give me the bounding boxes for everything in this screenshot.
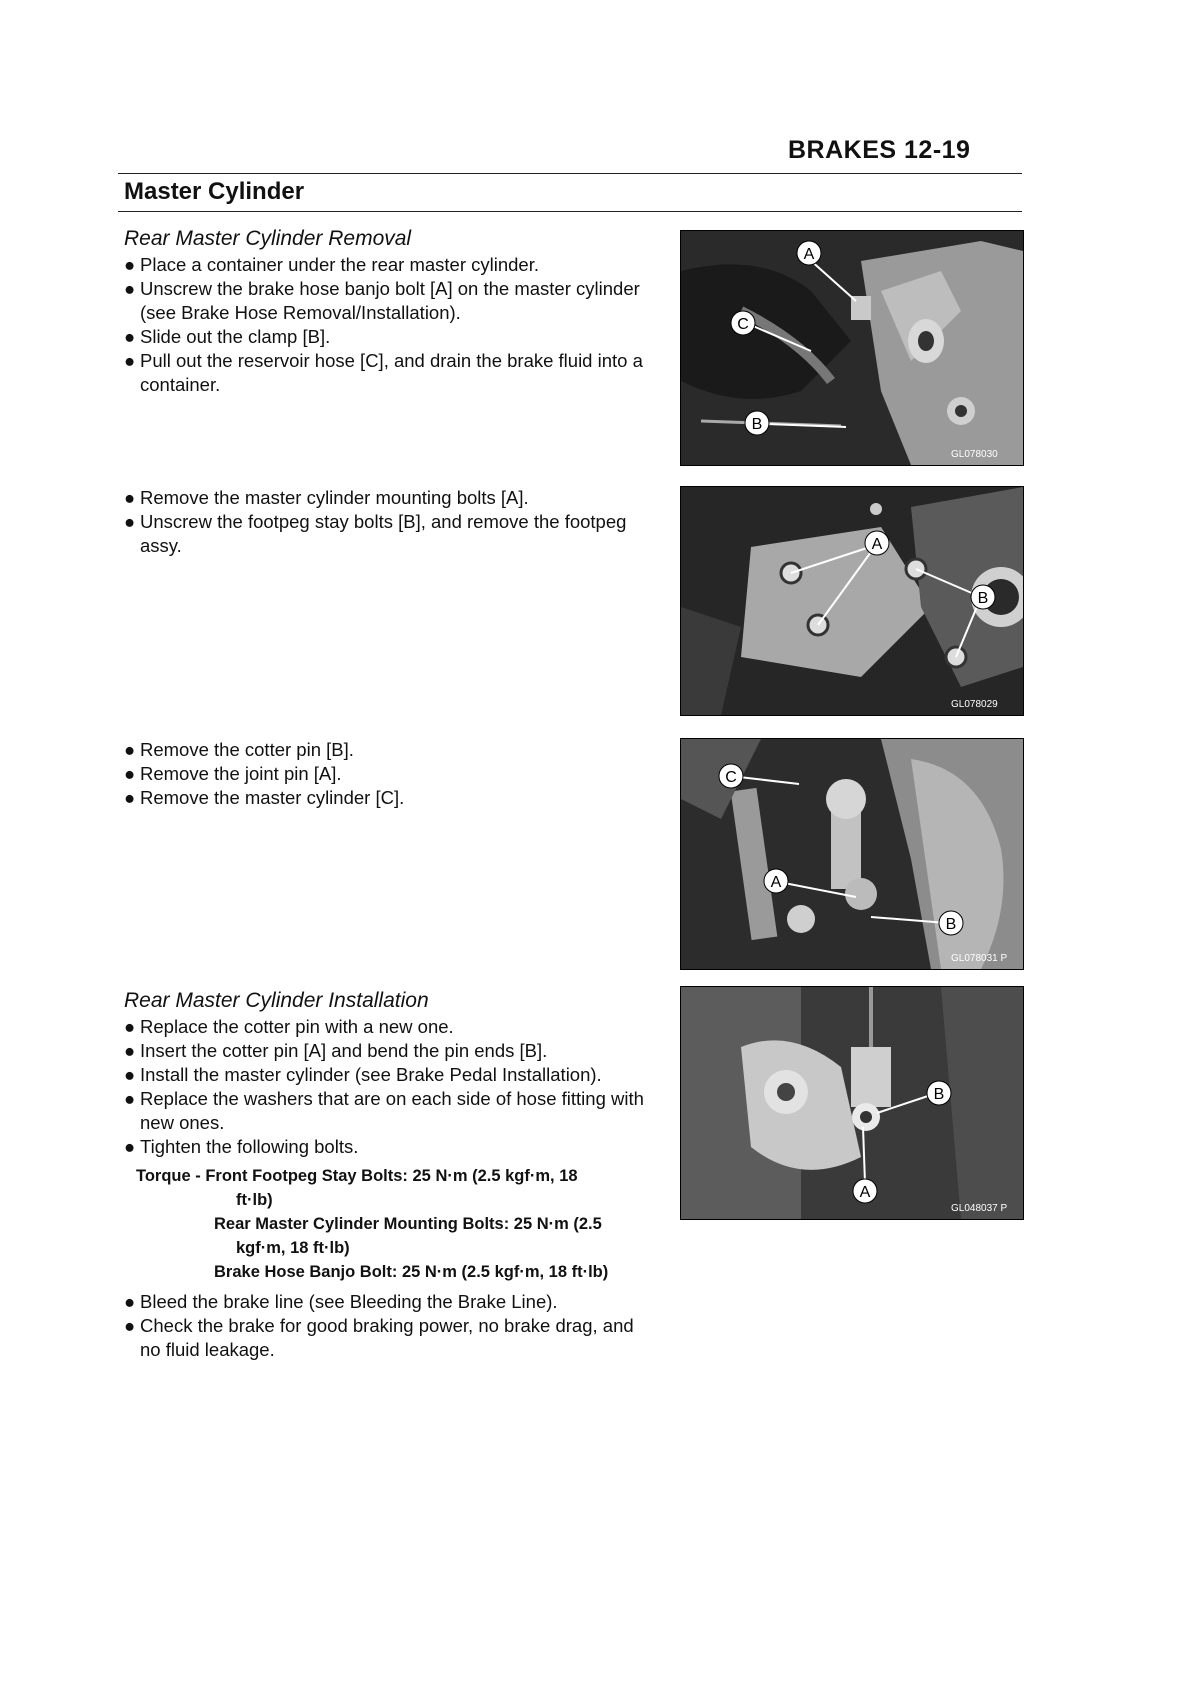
- bullet-icon: ●: [124, 763, 136, 784]
- list-item: ● Unscrew the footpeg stay bolts [B], and remove the footpeg assy.: [124, 511, 627, 556]
- list-item: ● Remove the cotter pin [B].: [124, 739, 354, 760]
- callout-a: [865, 531, 889, 555]
- callout-b: [745, 411, 769, 435]
- bullet-icon: ●: [124, 739, 136, 760]
- bullet-icon: ●: [124, 487, 136, 508]
- svg-text:B: B: [751, 416, 763, 433]
- list-item: ● Unscrew the brake hose banjo bolt [A] on the master cylinder (see Brake Hose Removal/Installation).: [124, 278, 640, 323]
- list-item: ● Remove the master cylinder [C].: [124, 787, 405, 808]
- callout-c: [731, 311, 755, 335]
- svg-text:A: A: [871, 536, 883, 553]
- svg-text:A: A: [859, 1184, 871, 1201]
- bullet-icon: ●: [124, 1064, 136, 1085]
- torque-line: kgf·m, 18 ft·lb): [236, 1239, 350, 1257]
- removal-block-1: [124, 226, 654, 397]
- svg-text:C: C: [725, 769, 737, 786]
- figure-code: GL078030: [951, 449, 998, 460]
- bullet-icon: ●: [124, 511, 136, 532]
- svg-text:B: B: [945, 916, 957, 933]
- list-item: ● Remove the master cylinder mounting bolts [A].: [124, 487, 529, 508]
- bullet-icon: ●: [124, 278, 136, 299]
- bullet-icon: ●: [124, 787, 136, 808]
- list-item: ● Replace the cotter pin with a new one.: [124, 1016, 454, 1037]
- callout-a: [764, 869, 788, 893]
- figure-code: GL078031 P: [951, 953, 1008, 964]
- callout-a: [797, 241, 821, 265]
- final-steps-block: [124, 1290, 654, 1362]
- svg-text:B: B: [977, 590, 989, 607]
- removal-heading: Rear Master Cylinder Removal: [124, 227, 412, 250]
- callout-a: [853, 1179, 877, 1203]
- section-title: Master Cylinder: [124, 178, 305, 205]
- list-item: ● Check the brake for good braking power, no brake drag, and no fluid leakage.: [124, 1315, 634, 1360]
- figure-cotter-pin-installation: [680, 986, 1024, 1220]
- callout-b: [927, 1081, 951, 1105]
- list-item: ● Remove the joint pin [A].: [124, 763, 342, 784]
- section-rule: [118, 211, 1022, 212]
- figure-code: GL048037 P: [951, 1203, 1008, 1214]
- figure-rear-master-cylinder-hoses: [680, 230, 1024, 466]
- callout-c: [719, 764, 743, 788]
- svg-text:A: A: [770, 874, 782, 891]
- page-header: BRAKES 12-19: [788, 136, 971, 164]
- callout-b: [939, 911, 963, 935]
- svg-text:B: B: [933, 1086, 945, 1103]
- list-item: ● Place a container under the rear master cylinder.: [124, 254, 539, 275]
- bullet-icon: ●: [124, 1315, 136, 1336]
- torque-spec: [136, 1164, 656, 1284]
- list-item: ● Tighten the following bolts.: [124, 1136, 359, 1157]
- bullet-icon: ●: [124, 326, 136, 347]
- installation-heading: Rear Master Cylinder Installation: [124, 989, 429, 1012]
- torque-line: Brake Hose Banjo Bolt: 25 N·m (2.5 kgf·m, 18 ft·lb): [214, 1263, 609, 1281]
- svg-text:C: C: [737, 316, 749, 333]
- bullet-icon: ●: [124, 1016, 136, 1037]
- bullet-icon: ●: [124, 254, 136, 275]
- bullet-icon: ●: [124, 1088, 136, 1109]
- bullet-icon: ●: [124, 1136, 136, 1157]
- header-rule: [118, 173, 1022, 174]
- callout-b: [971, 585, 995, 609]
- installation-block: [124, 988, 654, 1159]
- figure-code: GL078029: [951, 699, 998, 710]
- list-item: ● Install the master cylinder (see Brake Pedal Installation).: [124, 1064, 602, 1085]
- figure-cotter-and-joint-pin: [680, 738, 1024, 970]
- list-item: ● Bleed the brake line (see Bleeding the Brake Line).: [124, 1291, 558, 1312]
- bullet-icon: ●: [124, 1040, 136, 1061]
- torque-line: Torque - Front Footpeg Stay Bolts: 25 N·m (2.5 kgf·m, 18: [136, 1167, 578, 1185]
- svg-text:A: A: [803, 246, 815, 263]
- list-item: ● Slide out the clamp [B].: [124, 326, 331, 347]
- removal-block-3: [124, 738, 654, 810]
- bullet-icon: ●: [124, 350, 136, 371]
- list-item: ● Replace the washers that are on each side of hose fitting with new ones.: [124, 1088, 644, 1133]
- list-item: ● Insert the cotter pin [A] and bend the pin ends [B].: [124, 1040, 548, 1061]
- figure-mounting-and-footpeg-bolts: [680, 486, 1024, 716]
- torque-line: ft·lb): [236, 1191, 273, 1209]
- bullet-icon: ●: [124, 1291, 136, 1312]
- list-item: ● Pull out the reservoir hose [C], and drain the brake fluid into a container.: [124, 350, 643, 395]
- removal-block-2: [124, 486, 654, 558]
- torque-line: Rear Master Cylinder Mounting Bolts: 25 N·m (2.5: [214, 1215, 602, 1233]
